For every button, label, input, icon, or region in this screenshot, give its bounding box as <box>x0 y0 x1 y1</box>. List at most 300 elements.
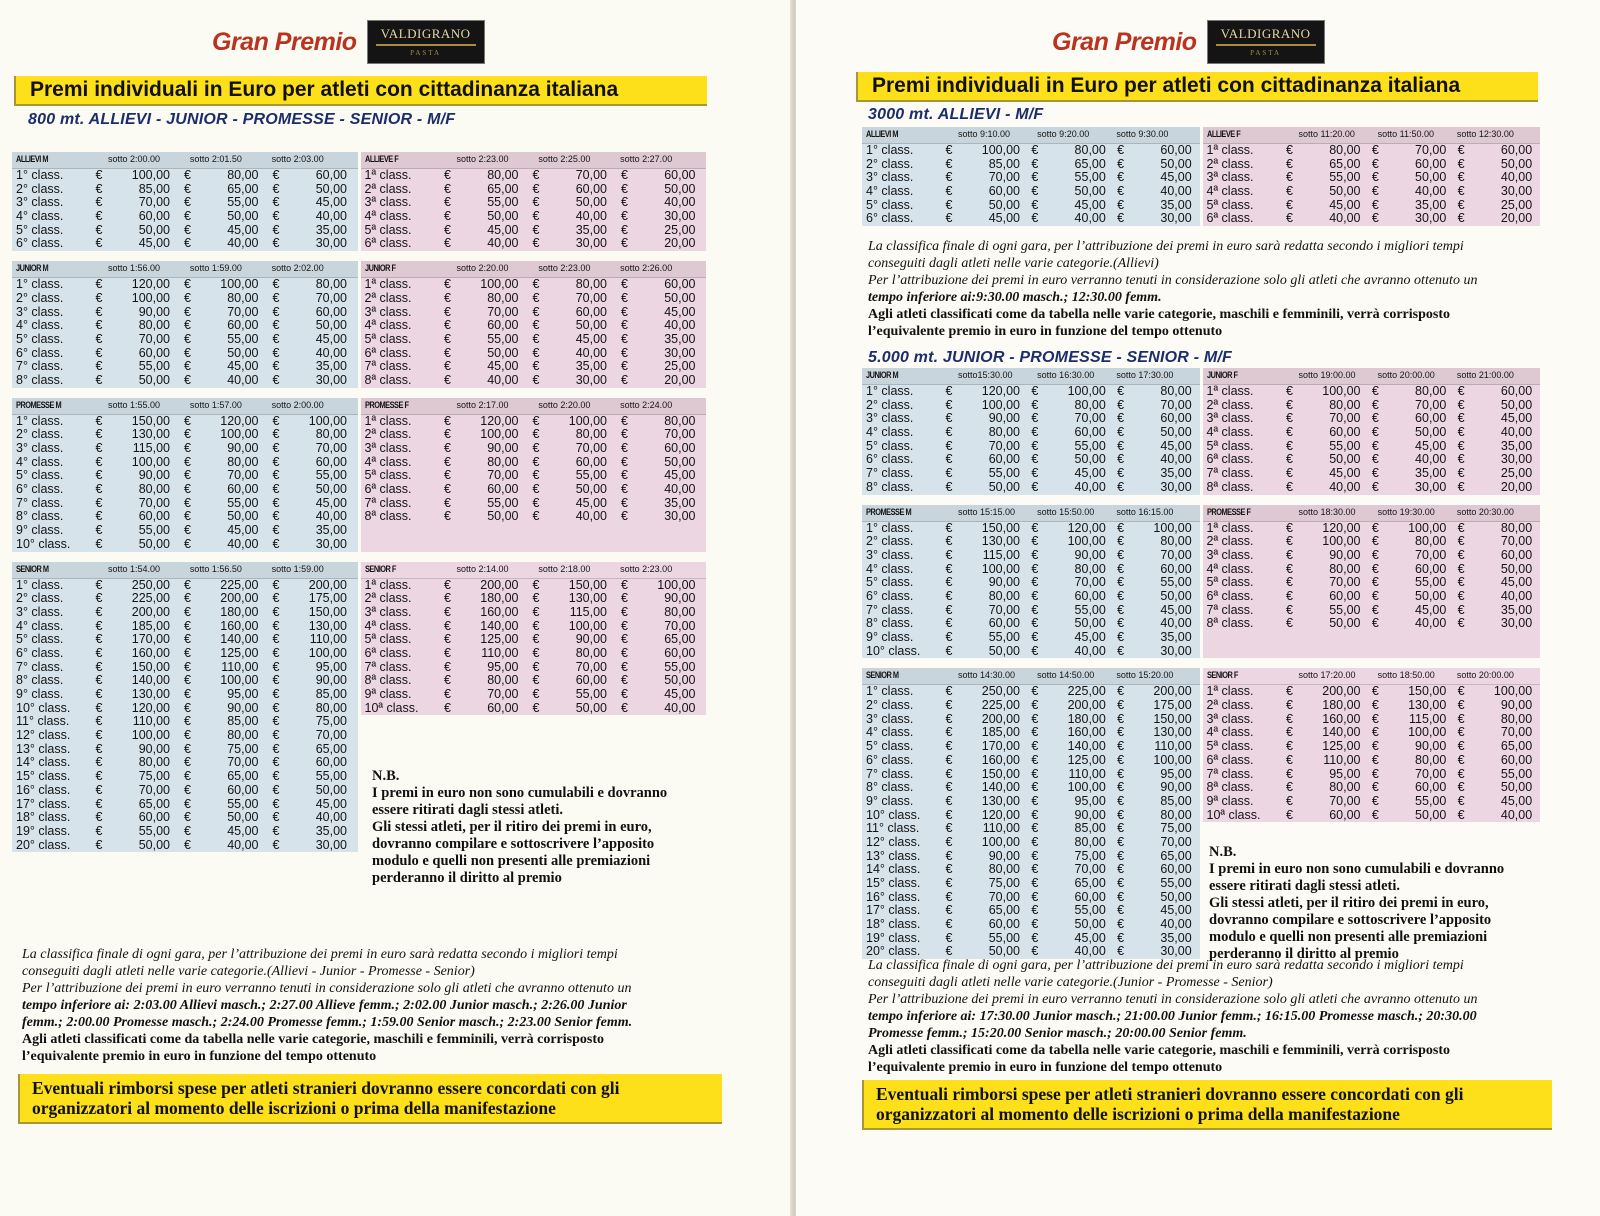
prize-cell <box>1024 617 1110 631</box>
prize-amount: 95,00 <box>487 659 519 674</box>
prize-amount: 20,00 <box>664 236 696 251</box>
rank-label: 8ª class. <box>364 673 412 688</box>
rank-label: 1° class. <box>866 143 914 157</box>
table-header <box>12 398 358 415</box>
table-row <box>862 171 1200 185</box>
prize-amount: 65,00 <box>1074 156 1106 171</box>
prize-amount: 120,00 <box>131 700 170 715</box>
table-row <box>361 442 707 456</box>
prize-amount: 140,00 <box>981 780 1020 795</box>
rank-label: 7° class. <box>16 495 64 510</box>
prize-cell <box>1450 535 1536 549</box>
euro-sign: € <box>1457 684 1465 699</box>
euro-sign: € <box>444 687 451 702</box>
time-threshold: sotto 1:54.00 <box>108 563 161 574</box>
euro-sign: € <box>945 766 953 781</box>
prize-cell <box>1110 563 1196 577</box>
table-row <box>1203 467 1541 481</box>
euro-sign: € <box>272 769 280 784</box>
table-row <box>12 169 358 183</box>
prize-cell <box>1450 563 1536 577</box>
table-row <box>862 453 1200 467</box>
euro-sign: € <box>945 479 953 494</box>
prize-amount: 55,00 <box>487 495 519 510</box>
table-row <box>1203 713 1541 727</box>
prize-cell <box>88 319 177 333</box>
prize-cell <box>265 210 354 224</box>
prize-cell <box>88 196 177 210</box>
euro-sign: € <box>1286 520 1293 535</box>
rank-label: 4ª class. <box>364 454 412 469</box>
prize-cell <box>265 483 354 497</box>
euro-sign: € <box>444 495 451 510</box>
text-line: N.B. <box>1209 844 1237 860</box>
euro-sign: € <box>444 345 451 360</box>
text-line: essere ritirati dagli stessi atleti. <box>372 802 563 818</box>
prize-amount: 60,00 <box>487 482 519 497</box>
prize-amount: 70,00 <box>575 659 607 674</box>
table-row <box>12 524 358 538</box>
euro-sign: € <box>1031 793 1039 808</box>
prize-amount: 175,00 <box>1153 698 1192 713</box>
prize-cell <box>265 224 354 238</box>
rank-label: 3ª class. <box>1206 411 1254 426</box>
prize-amount: 50,00 <box>1415 807 1447 822</box>
prize-cell <box>525 224 614 238</box>
euro-sign: € <box>272 591 280 606</box>
rank-label: 1° class. <box>16 413 64 428</box>
table-row <box>361 210 707 224</box>
prize-amount: 120,00 <box>981 384 1020 398</box>
prize-cell <box>88 469 177 483</box>
euro-sign: € <box>272 714 280 729</box>
prize-amount: 50,00 <box>1500 397 1533 412</box>
euro-sign: € <box>1117 917 1125 932</box>
euro-sign: € <box>95 468 103 483</box>
euro-sign: € <box>1371 438 1379 453</box>
category-label: SENIOR M <box>16 563 49 574</box>
prize-amount: 100,00 <box>1408 520 1447 535</box>
table-header <box>862 505 1200 522</box>
rank-label: 1ª class. <box>364 577 412 592</box>
table-row <box>361 688 707 702</box>
prize-cell <box>614 661 703 675</box>
euro-sign: € <box>1031 848 1039 863</box>
euro-sign: € <box>1031 143 1039 157</box>
euro-sign: € <box>184 536 191 551</box>
euro-sign: € <box>95 823 103 838</box>
euro-sign: € <box>272 509 280 524</box>
prize-cell <box>1110 467 1196 481</box>
prize-cell <box>938 535 1024 549</box>
prize-amount: 50,00 <box>1074 616 1106 631</box>
prize-cell <box>1279 754 1365 768</box>
prize-cell <box>177 715 266 729</box>
prize-cell <box>938 822 1024 836</box>
prize-amount: 70,00 <box>1415 143 1447 157</box>
euro-sign: € <box>272 318 280 333</box>
prize-amount: 100,00 <box>131 728 170 743</box>
prize-cell <box>1279 699 1365 713</box>
prize-cell <box>177 620 266 634</box>
euro-sign: € <box>1031 630 1039 644</box>
prize-cell <box>1024 522 1110 536</box>
table-row <box>361 183 707 197</box>
euro-sign: € <box>1117 438 1125 453</box>
table-row <box>862 604 1200 618</box>
prize-cell <box>265 688 354 702</box>
prize-cell <box>177 579 266 593</box>
euro-sign: € <box>621 659 628 674</box>
prize-cell <box>525 592 614 606</box>
prize-cell <box>437 606 526 620</box>
euro-sign: € <box>945 698 953 713</box>
euro-sign: € <box>1117 780 1125 795</box>
prize-amount: 40,00 <box>1074 211 1106 226</box>
prize-amount: 45,00 <box>315 495 347 510</box>
prize-cell <box>88 647 177 661</box>
prize-cell <box>1279 399 1365 413</box>
prize-amount: 55,00 <box>315 468 347 483</box>
euro-sign: € <box>1031 170 1039 185</box>
rules-notes-3000 <box>868 238 1588 340</box>
euro-sign: € <box>1031 616 1039 631</box>
prize-amount: 50,00 <box>315 482 347 497</box>
prize-amount: 70,00 <box>1329 793 1361 808</box>
prize-amount: 80,00 <box>988 425 1020 440</box>
prize-amount: 200,00 <box>981 711 1020 726</box>
euro-sign: € <box>1031 384 1039 398</box>
table-row <box>361 674 707 688</box>
euro-sign: € <box>532 236 540 251</box>
prize-amount: 80,00 <box>1160 807 1192 822</box>
euro-sign: € <box>1371 588 1379 603</box>
table-row <box>361 620 707 634</box>
prize-cell <box>1364 426 1450 440</box>
euro-sign: € <box>1117 479 1125 494</box>
table-row <box>12 456 358 470</box>
prize-cell <box>1024 932 1110 946</box>
prize-table-allieve-f <box>361 152 707 251</box>
rank-label: 2° class. <box>866 698 914 713</box>
rules-notes-5000 <box>868 957 1596 1076</box>
rank-label: 15° class. <box>16 769 71 784</box>
euro-sign: € <box>1286 725 1293 740</box>
prize-cell <box>938 426 1024 440</box>
rank-label: 8° class. <box>16 673 64 688</box>
prize-cell <box>525 674 614 688</box>
prize-cell <box>177 592 266 606</box>
prize-cell <box>1024 768 1110 782</box>
euro-sign: € <box>184 290 191 305</box>
prize-amount: 180,00 <box>220 604 259 619</box>
prize-amount: 40,00 <box>487 236 519 251</box>
table-row <box>12 579 358 593</box>
prize-cell <box>177 469 266 483</box>
table-row <box>361 360 707 374</box>
table-row <box>12 497 358 511</box>
prize-amount: 50,00 <box>138 837 170 852</box>
prize-amount: 200,00 <box>1153 684 1192 699</box>
prize-cell <box>265 647 354 661</box>
table-header <box>862 368 1200 385</box>
prize-cell <box>525 210 614 224</box>
rank-label: 2° class. <box>16 591 64 606</box>
prize-amount: 60,00 <box>227 482 259 497</box>
prize-amount: 100,00 <box>131 454 170 469</box>
prize-amount: 30,00 <box>315 837 347 852</box>
prize-cell <box>1110 809 1196 823</box>
prize-cell <box>265 524 354 538</box>
text-line: Gli stessi atleti, per il ritiro dei premi in euro, <box>372 819 652 835</box>
table-row <box>12 510 358 524</box>
table-row <box>1203 144 1541 158</box>
prize-amount: 60,00 <box>138 509 170 524</box>
euro-sign: € <box>444 632 451 647</box>
prize-amount: 40,00 <box>1500 807 1533 822</box>
prize-cell <box>265 347 354 361</box>
rank-label: 7° class. <box>866 766 914 781</box>
prize-table-senior-m <box>862 668 1200 959</box>
prize-amount: 30,00 <box>664 209 696 224</box>
prize-amount: 50,00 <box>1074 917 1106 932</box>
prize-cell <box>525 688 614 702</box>
prize-cell <box>938 171 1024 185</box>
prize-amount: 225,00 <box>131 591 170 606</box>
prize-cell <box>938 399 1024 413</box>
rank-label: 4° class. <box>16 454 64 469</box>
euro-sign: € <box>621 673 628 688</box>
euro-sign: € <box>272 482 280 497</box>
euro-sign: € <box>444 427 451 442</box>
euro-sign: € <box>184 468 191 483</box>
prize-cell <box>938 754 1024 768</box>
prize-cell <box>265 319 354 333</box>
euro-sign: € <box>532 482 540 497</box>
prize-amount: 50,00 <box>1329 452 1361 467</box>
euro-sign: € <box>1371 684 1379 699</box>
euro-sign: € <box>184 345 191 360</box>
time-threshold: sotto 20:00.00 <box>1377 370 1435 380</box>
prize-cell <box>1450 199 1536 213</box>
prize-amount: 40,00 <box>1160 452 1192 467</box>
rank-label: 1° class. <box>866 384 914 398</box>
table-row <box>361 319 707 333</box>
rank-label: 5° class. <box>16 331 64 346</box>
prize-amount: 100,00 <box>220 277 259 292</box>
prize-amount: 160,00 <box>480 604 519 619</box>
rank-label: 8° class. <box>866 780 914 795</box>
euro-sign: € <box>1457 534 1465 549</box>
valdigrano-logo: VALDIGRANO PASTA <box>367 20 485 64</box>
table-row <box>862 412 1200 426</box>
rank-label: 8ª class. <box>364 372 412 387</box>
rank-label: 3° class. <box>16 304 64 319</box>
prize-amount: 45,00 <box>1074 466 1106 481</box>
euro-sign: € <box>532 618 540 633</box>
euro-sign: € <box>1286 156 1293 171</box>
prize-cell <box>1364 740 1450 754</box>
euro-sign: € <box>444 454 451 469</box>
euro-sign: € <box>945 834 953 849</box>
prize-amount: 90,00 <box>138 468 170 483</box>
euro-sign: € <box>532 331 540 346</box>
rank-label: 1° class. <box>16 277 64 292</box>
time-threshold: sotto 19:00.00 <box>1298 370 1356 380</box>
rank-label: 4° class. <box>16 618 64 633</box>
euro-sign: € <box>95 810 103 825</box>
prize-amount: 80,00 <box>1415 534 1447 549</box>
prize-amount: 50,00 <box>315 181 347 196</box>
euro-sign: € <box>945 197 953 212</box>
prize-cell <box>614 360 703 374</box>
prize-cell <box>938 631 1024 645</box>
table-row <box>361 647 707 661</box>
euro-sign: € <box>272 796 280 811</box>
euro-sign: € <box>532 345 540 360</box>
prize-cell <box>265 415 354 429</box>
prize-amount: 40,00 <box>1500 170 1533 185</box>
prize-cell <box>1450 185 1536 199</box>
euro-sign: € <box>532 222 540 237</box>
table-row <box>361 469 707 483</box>
prize-cell <box>88 374 177 388</box>
prize-amount: 35,00 <box>575 359 607 374</box>
prize-cell <box>177 347 266 361</box>
euro-sign: € <box>1286 575 1293 590</box>
prize-amount: 40,00 <box>315 509 347 524</box>
euro-sign: € <box>1031 397 1039 412</box>
euro-sign: € <box>532 604 540 619</box>
prize-amount: 140,00 <box>131 673 170 688</box>
prize-cell <box>265 784 354 798</box>
prize-cell <box>1110 522 1196 536</box>
rank-label: 3° class. <box>866 170 914 185</box>
euro-sign: € <box>1031 425 1039 440</box>
prize-amount: 60,00 <box>988 616 1020 631</box>
prize-tables-3000 <box>862 127 1540 236</box>
prize-amount: 80,00 <box>575 645 607 660</box>
prize-cell <box>1279 185 1365 199</box>
euro-sign: € <box>184 359 191 374</box>
prize-amount: 110,00 <box>1154 739 1192 754</box>
euro-sign: € <box>1031 807 1039 822</box>
rank-label: 10° class. <box>16 536 71 551</box>
prize-cell <box>525 292 614 306</box>
prize-amount: 45,00 <box>664 304 696 319</box>
prize-amount: 80,00 <box>227 290 259 305</box>
prize-amount: 110,00 <box>481 645 519 660</box>
table-row <box>862 685 1200 699</box>
prize-cell <box>1450 795 1536 809</box>
euro-sign: € <box>95 700 103 715</box>
euro-sign: € <box>1117 807 1125 822</box>
prize-amount: 160,00 <box>220 618 259 633</box>
euro-sign: € <box>1031 862 1039 877</box>
euro-sign: € <box>945 643 953 658</box>
prize-amount: 85,00 <box>138 181 170 196</box>
prize-amount: 50,00 <box>1500 156 1533 171</box>
prize-amount: 90,00 <box>1415 739 1447 754</box>
time-threshold: sotto 1:57.00 <box>189 399 242 410</box>
euro-sign: € <box>1371 170 1379 185</box>
prize-cell <box>614 579 703 593</box>
prize-table-junior-f <box>361 261 707 388</box>
table-row <box>862 549 1200 563</box>
prize-amount: 40,00 <box>227 372 259 387</box>
euro-sign: € <box>1286 411 1293 426</box>
euro-sign: € <box>1286 561 1293 576</box>
prize-cell <box>1024 850 1110 864</box>
left-page <box>0 0 792 1216</box>
table-row <box>12 483 358 497</box>
euro-sign: € <box>532 632 540 647</box>
prize-cell <box>88 360 177 374</box>
time-threshold: sotto 2:17.00 <box>456 399 509 410</box>
rank-label: 20° class. <box>866 944 921 959</box>
prize-cell <box>1450 685 1536 699</box>
prize-cell <box>1024 863 1110 877</box>
table-row <box>862 932 1200 946</box>
prize-amount: 50,00 <box>138 372 170 387</box>
prize-amount: 80,00 <box>227 454 259 469</box>
prize-cell <box>938 481 1024 495</box>
table-row <box>12 428 358 442</box>
prize-cell <box>1024 426 1110 440</box>
prize-amount: 125,00 <box>1067 752 1106 767</box>
prize-amount: 30,00 <box>1160 211 1192 226</box>
euro-sign: € <box>1371 739 1379 754</box>
gran-premio-title: Gran Premio <box>212 27 357 56</box>
prize-amount: 50,00 <box>227 509 259 524</box>
rank-label: 17° class. <box>16 796 71 811</box>
rank-label: 19° class. <box>16 823 71 838</box>
euro-sign: € <box>184 618 191 633</box>
euro-sign: € <box>272 236 280 251</box>
prize-cell <box>1110 932 1196 946</box>
euro-sign: € <box>444 618 451 633</box>
prize-amount: 110,00 <box>221 659 259 674</box>
prize-amount: 45,00 <box>1329 466 1361 481</box>
table-row <box>1203 481 1541 495</box>
prize-amount: 40,00 <box>227 837 259 852</box>
prize-cell <box>938 726 1024 740</box>
category-label: JUNIOR F <box>364 263 396 274</box>
table-row <box>862 713 1200 727</box>
prize-amount: 45,00 <box>1415 602 1447 617</box>
prize-amount: 100,00 <box>308 413 347 428</box>
prize-cell <box>265 497 354 511</box>
prize-amount: 45,00 <box>1500 793 1533 808</box>
euro-sign: € <box>1031 643 1039 658</box>
time-threshold: sotto 2:24.00 <box>620 399 673 410</box>
prize-amount: 100,00 <box>220 427 259 442</box>
prize-cell <box>177 825 266 839</box>
time-threshold: sotto 18:30.00 <box>1298 506 1356 517</box>
prize-amount: 30,00 <box>1500 452 1533 467</box>
table-row <box>862 481 1200 495</box>
prize-cell <box>1279 549 1365 563</box>
prize-amount: 80,00 <box>487 454 519 469</box>
prize-cell <box>1024 199 1110 213</box>
prize-amount: 20,00 <box>664 372 696 387</box>
prize-cell <box>437 469 526 483</box>
prize-amount: 80,00 <box>1074 143 1106 157</box>
prize-cell <box>1450 467 1536 481</box>
prize-amount: 60,00 <box>1500 752 1533 767</box>
euro-sign: € <box>95 359 103 374</box>
prize-amount: 100,00 <box>1493 684 1533 699</box>
